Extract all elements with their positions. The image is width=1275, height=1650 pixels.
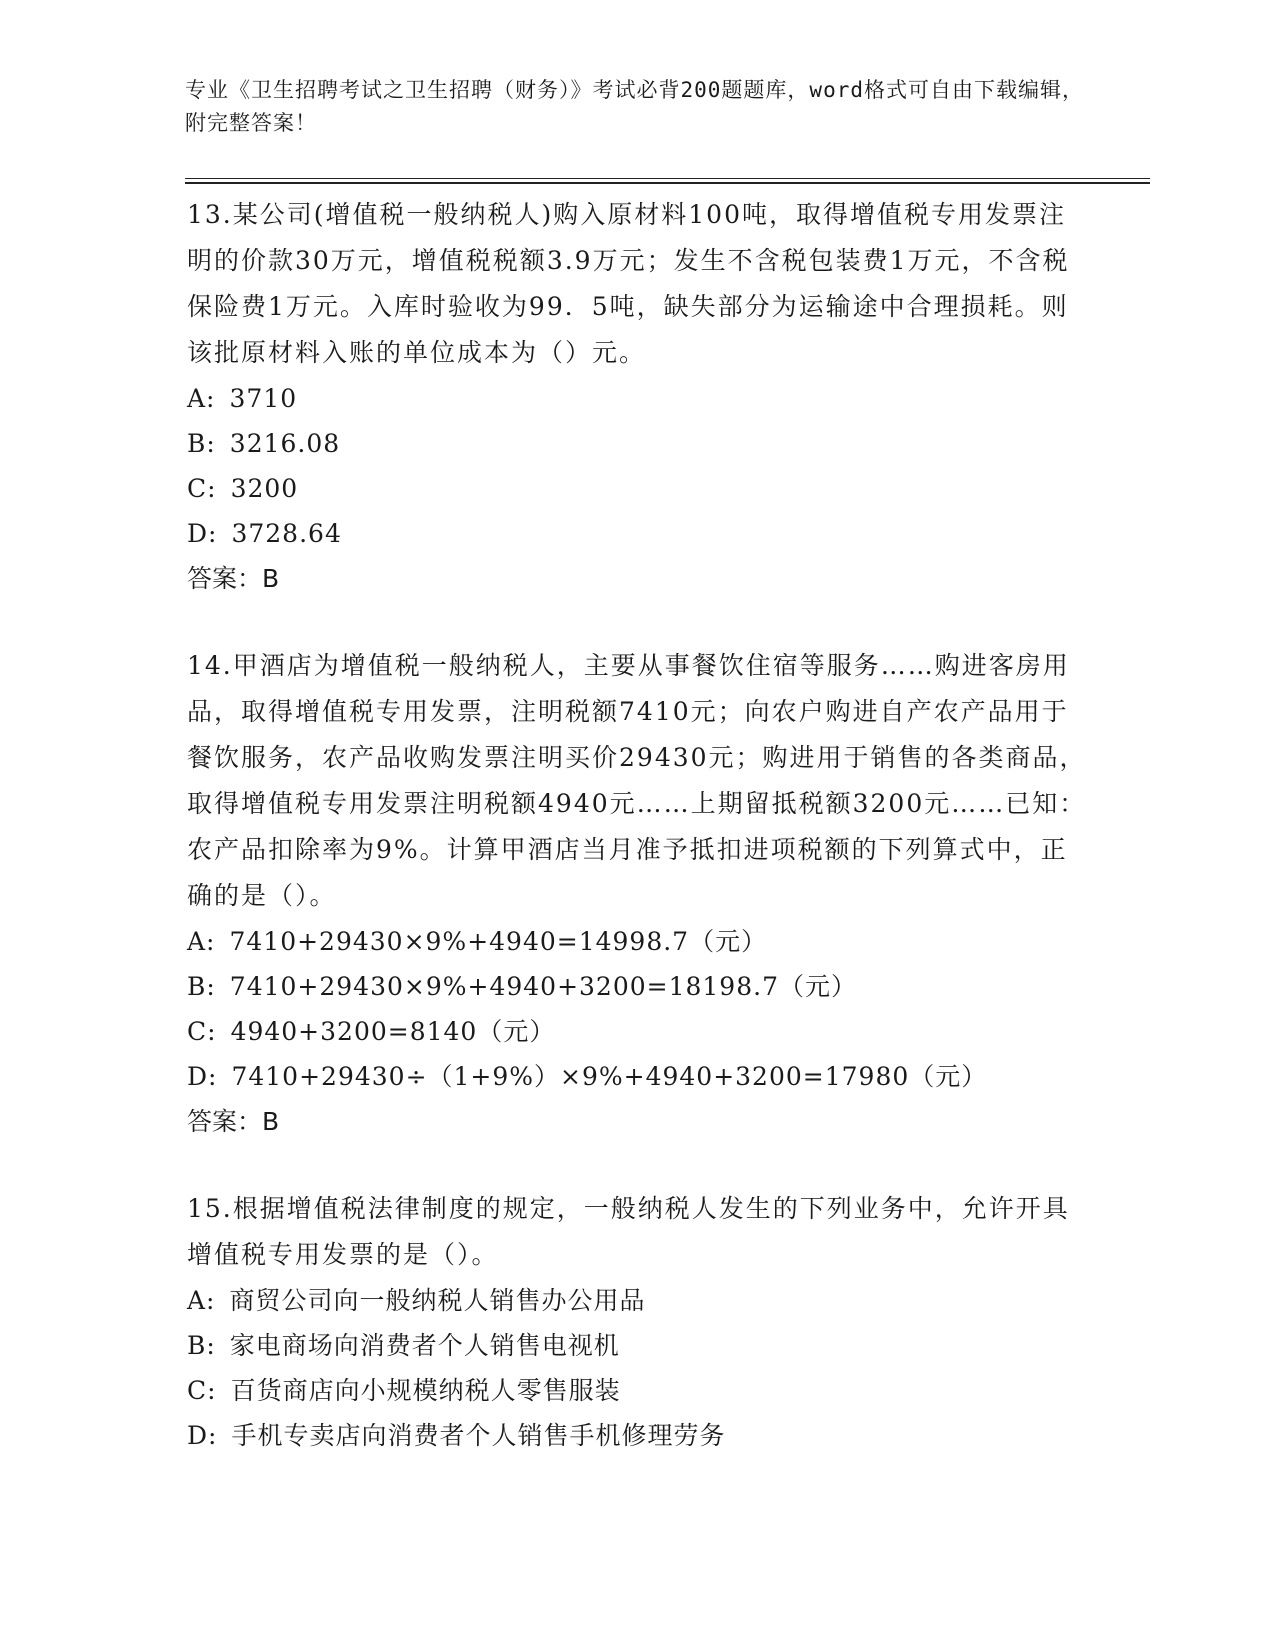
question-stem: 14.甲酒店为增值税一般纳税人，主要从事餐饮住宿等服务……购进客房用品，取得增值税专用发票，注明税额7410元；向农户购进自产农产品用于餐饮服务，农产品收购发票注明买价29430元；购进用于销售的各类商品，取得增值税专用发票注明税额4940元……上期留抵税额3200元……已知：农产品扣除率为9%。计算甲酒店当月准予抵扣进项税额的下列算式中，正确的是（）。 <box>187 651 1087 910</box>
option-key: D: <box>187 1062 218 1091</box>
option-text: 百货商店向小规模纳税人零售服装 <box>230 1376 621 1405</box>
option-text: 3200 <box>230 474 299 503</box>
answer-label: 答案：B <box>187 564 280 593</box>
option-text: 4940+3200=8140（元） <box>230 1017 556 1046</box>
header-divider-thin <box>185 178 1150 179</box>
option-d <box>187 1413 1087 1458</box>
option-a <box>187 919 1087 964</box>
option-key: C: <box>187 1376 217 1405</box>
option-d <box>187 1054 1087 1099</box>
option-b <box>187 964 1087 1009</box>
option-text: 3728.64 <box>231 519 342 548</box>
option-c <box>187 1009 1087 1054</box>
option-key: B: <box>187 972 216 1001</box>
question-15 <box>187 1186 1087 1458</box>
option-text: 手机专卖店向消费者个人销售手机修理劳务 <box>231 1421 726 1450</box>
option-d <box>187 511 1087 556</box>
option-c <box>187 466 1087 511</box>
option-text: 商贸公司向一般纳税人销售办公用品 <box>229 1286 646 1315</box>
option-a <box>187 376 1087 421</box>
question-13 <box>187 192 1087 601</box>
option-text: 家电商场向消费者个人销售电视机 <box>229 1331 620 1360</box>
option-key: B: <box>187 1331 216 1360</box>
option-b <box>187 421 1087 466</box>
option-text: 7410+29430×9%+4940=14998.7（元） <box>229 927 768 956</box>
option-key: D: <box>187 1421 218 1450</box>
option-text: 7410+29430÷（1+9%）×9%+4940+3200=17980（元） <box>231 1062 988 1091</box>
header-divider-thick <box>185 182 1150 184</box>
question-list <box>187 192 1087 1458</box>
option-key: A: <box>187 1286 216 1315</box>
document-header: 专业《卫生招聘考试之卫生招聘（财务）》考试必背200题题库，word格式可自由下载编辑，附完整答案！ <box>185 78 1084 135</box>
answer-label: 答案：B <box>187 1107 280 1136</box>
option-key: C: <box>187 474 217 503</box>
question-stem: 15.根据增值税法律制度的规定，一般纳税人发生的下列业务中，允许开具增值税专用发票的是（）。 <box>187 1194 1070 1269</box>
option-text: 3216.08 <box>229 429 341 458</box>
question-stem: 13.某公司(增值税一般纳税人)购入原材料100吨，取得增值税专用发票注明的价款30万元，增值税税额3.9万元；发生不含税包装费1万元，不含税保险费1万元。入库时验收为99．5吨，缺失部分为运输途中合理损耗。则该批原材料入账的单位成本为（）元。 <box>187 200 1070 367</box>
option-key: B: <box>187 429 216 458</box>
option-key: A: <box>187 927 216 956</box>
option-b <box>187 1323 1087 1368</box>
option-c <box>187 1368 1087 1413</box>
option-key: A: <box>187 384 216 413</box>
option-text: 7410+29430×9%+4940+3200=18198.7（元） <box>229 972 857 1001</box>
option-key: C: <box>187 1017 217 1046</box>
question-14 <box>187 643 1087 1144</box>
option-key: D: <box>187 519 218 548</box>
option-text: 3710 <box>229 384 298 413</box>
option-a <box>187 1278 1087 1323</box>
